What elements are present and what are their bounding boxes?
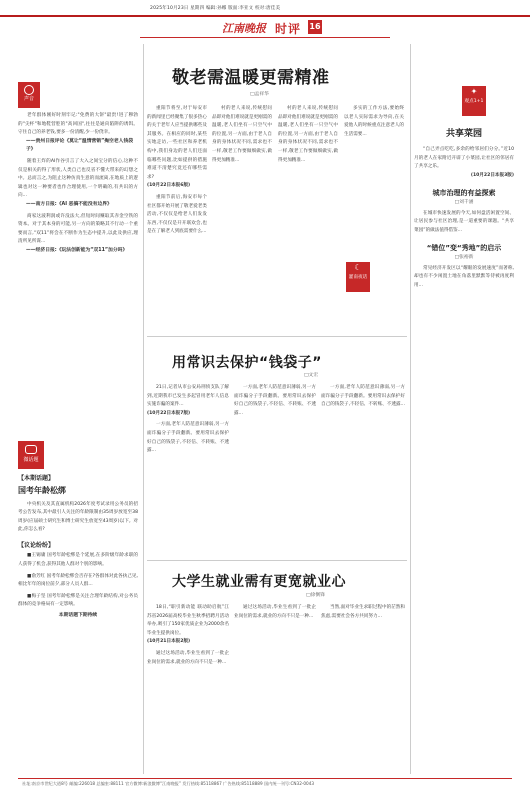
right-column: 共享菜园 “自己弄点吃吃,多余的给邻居们分分。”近10月的老人在家附近开辟了小菜园,让社区的邻居有了共享之乐。 (10月22日本报3版) 城市治理的有益探索 □刘千涵 在城市快速发展的今天,如何盘活闲置空间、让居民参与社区治理,是一道重要的课题。“共享菜园”的做法值得借鉴... “错位”变“秀地”的启示 □张裕新 常见经济开发区以“耀眼的发展速度”而著称,却也有不少闲置土地在角落里默默等待被再度利用... — [414, 129, 514, 288]
right-title-1: 共享菜园 — [445, 129, 482, 139]
moon-icon: ☾ — [354, 263, 362, 272]
header-rule — [0, 15, 530, 17]
discussion-label: 【议论纷纷】 — [18, 542, 55, 550]
comment-1: ■王锡庸 国考年龄松绑是个延展,在多阶级年龄求职的人获得了机会,获得其他人群对个别的影响。 — [18, 553, 138, 567]
middle-col-1: 21日,记者从市公安局刑侦支队了解到,近期我市已发生多起冒用老年人信息实施诈骗的案件... (10月22日本报7版) 一方面,老年人防范意识薄弱,另一方面诈骗分子手段翻新。要用常识去保护好自己的钱袋子,不轻信、不转账、不透露... — [147, 385, 229, 454]
quote-2-source: ——南方日报:《AI 恶搞不能没有边界》 — [26, 201, 112, 207]
bottom-col-2: 通过这场活动,毕业生看到了一批企业岗位的需求,就业的方向不只是一种... — [234, 605, 316, 619]
topic-column — [18, 474, 138, 621]
quote-3: 商家这波利润或许没法大,但短时间赚取其赤金空铁的资本。对于其本身的可能,另一方向的策略其不行动一个重要而言,“双11”将会在不断作为生态中提升,以此及供应,理清所见所谋... — [18, 213, 138, 245]
main-col-3: 村的老人来说,传统慰问品即对他们难说就是更刚需的温暖,老人们坐有一只空气中的位置,另一方面,由于老人自身的身体状况不同,需求也不一样,敬老工作要做细做实,做得更加精准... — [278, 106, 338, 163]
middle-headline: 用常识去保护“钱袋子” — [172, 355, 322, 371]
middle-source: (10月22日本报7版) — [147, 410, 191, 416]
right-title-2: 城市治理的有益探索 — [432, 189, 496, 198]
bottom-byline: □徐倒锋 — [306, 593, 325, 598]
bottom-headline: 大学生就业需有更宽就业心 — [172, 574, 346, 590]
main-source: (10月22日本报6版) — [147, 183, 191, 189]
right-column-divider — [410, 44, 411, 774]
quote-1-source: ——贵州日报评论《莫让“温情营销”掏空老人钱袋子》 — [26, 138, 134, 153]
middle-col-3: 一方面,老年人防范意识薄弱,另一方面诈骗分子手段翻新。要用常识去保护好自己的钱袋子,不轻信、不转账、不透露... — [321, 385, 405, 408]
section-divider-1 — [147, 336, 407, 337]
speaker-icon — [24, 85, 34, 95]
column-divider — [143, 44, 144, 774]
comment-3: ■梅子坚 国考年龄松绑是关注合理年龄结构,对公务员群体的竞争格局有一定影响。 — [18, 593, 138, 608]
header-underline — [140, 37, 390, 38]
quote-1: 老年群体刚好时刻牢记:"免费的大饼"最贵!进了穆勃的"尖杯"和地鞋营腔的"高回国",往往是通向陷阱的诱饵。守住自己的养老钱,要多一份清醒,少一份侥幸。 — [18, 113, 138, 136]
footer-info: 社址:南京市世纪大道8号 邮编:226018 总编室:88111 官方微博:新浪微博“江南晚报” 发行热线:85118867 广告热线:85118889 国内统一刊号:CN32-0043 — [22, 781, 315, 786]
footer-rule — [18, 778, 512, 779]
issue-meta: 2025年10月23日 星期四 编辑:孙娜 版面:李亚文 校对:唐佳美 — [150, 6, 281, 11]
topic-body: 中央机关及其直属机构2026年度考试录用公务员的招考公告发布,其中最引人关注的年龄限制由35周岁放宽至38周岁(应届硕士研究生和博士研究生放宽至43周岁)以下。对此,你怎么看? — [18, 501, 138, 533]
right-source-1: (10月22日本报3版) — [470, 172, 514, 178]
right-title-3: “错位”变“秀地”的启示 — [426, 244, 502, 253]
chat-bubble-icon — [25, 445, 37, 454]
quote-2: 随着王炸的AI作谷引言了大入之间宝分的信心,这种不仅是相关的得了形状,人类自己也反省不懂大带来的幻想之中。总而言之,为阻止这种仿真生意的而流离,在地质上的逻辑也对这一种要者也作合理使用,一个明确的,有共识的方向... — [18, 158, 138, 199]
middle-byline: □文宏 — [304, 373, 319, 378]
quote-3-source: ——经济日报:《玩法创新能为“双11”加分吗》 — [26, 247, 128, 253]
middle-col-2: 一方面,老年人防范意识薄弱,另一方面诈骗分子手段翻新。要用常识去保护好自己的钱袋子,不轻信、不转账、不透露... — [234, 385, 316, 416]
newspaper-logo: 江南晚报 — [222, 22, 266, 35]
section-divider-2 — [147, 560, 407, 561]
bottom-col-1: 18日,“职引新动能 联动助启航”江苏省2026届高校毕业生秋季招聘月活动举办,吸引了150家优质企业为2000余名毕业生提供岗位。 (10月21日本报2版) 通过这场活动,毕业生看到了一批企业岗位的需求,就业的方向不只是一种... — [147, 605, 229, 665]
main-col-2: 村的老人来说,传统慰问品即对他们难说就是更刚需的温暖,老人们坐有一只空气中的位置,另一方面,由于老人自身的身体状况不同,需求也不一样,敬老工作要做细做实,做得更加精准... — [212, 106, 272, 163]
right-byline-3: □张裕新 — [454, 255, 474, 261]
main-byline: □孟祥华 — [250, 92, 269, 97]
comment-2: ■俞芳红 国考年龄松绑会否存在?各群体对此各执己见,相比年年的岗位前夕,部分人员人群... — [18, 573, 138, 588]
main-headline: 敬老需温暖更需精准 — [172, 68, 330, 88]
section-title: 时评 — [275, 22, 302, 36]
topic-label: 【本期话题】 — [18, 475, 55, 482]
opinion-badge: ✦ 观点1+1 — [462, 86, 486, 116]
main-col-4: 多实的工作方法,要始终以老人实际需求为导向,在关爱他人的时候重点注意老人的生活需要... — [344, 106, 404, 137]
lightbulb-icon: ✦ — [470, 87, 478, 96]
topic-footer-note: 本期话题下期待续 — [58, 612, 98, 618]
bottom-col-3: 当然,面对毕业生求职过程中的茫然和焦虑,需要社会各方共同努力... — [321, 605, 405, 619]
page-number: 16 — [308, 20, 322, 34]
weihua-badge: 微话题 — [18, 441, 44, 469]
bottom-source: (10月21日本报2版) — [147, 639, 191, 645]
quotes-column — [18, 112, 138, 256]
night-talk-badge: ☾ 灌南夜话 — [346, 262, 370, 292]
main-col-1: 重阳节将至,对于每安市的新闻里已经聚集了很多热心的关于老年人应当提供哪些及其服务。在相应的同时,某些实地走访,一些社区和养老机构中,我们身边的老人们还面临哪些问题,比如提供的措施难道不清楚究竟还有哪些需求? (10月22日本报6版) 重阳节前后,海安市每个社区都开始开展了敬老爱老类活动,不仅仅是给老人们发发东西,不仅仅是开开联欢会,也是在了解老人到底需要什么... — [147, 106, 207, 235]
right-byline-2: □刘千涵 — [454, 200, 474, 206]
sound-badge: 声音 — [18, 82, 40, 108]
topic-subject: 国考年龄松绑 — [18, 486, 66, 496]
